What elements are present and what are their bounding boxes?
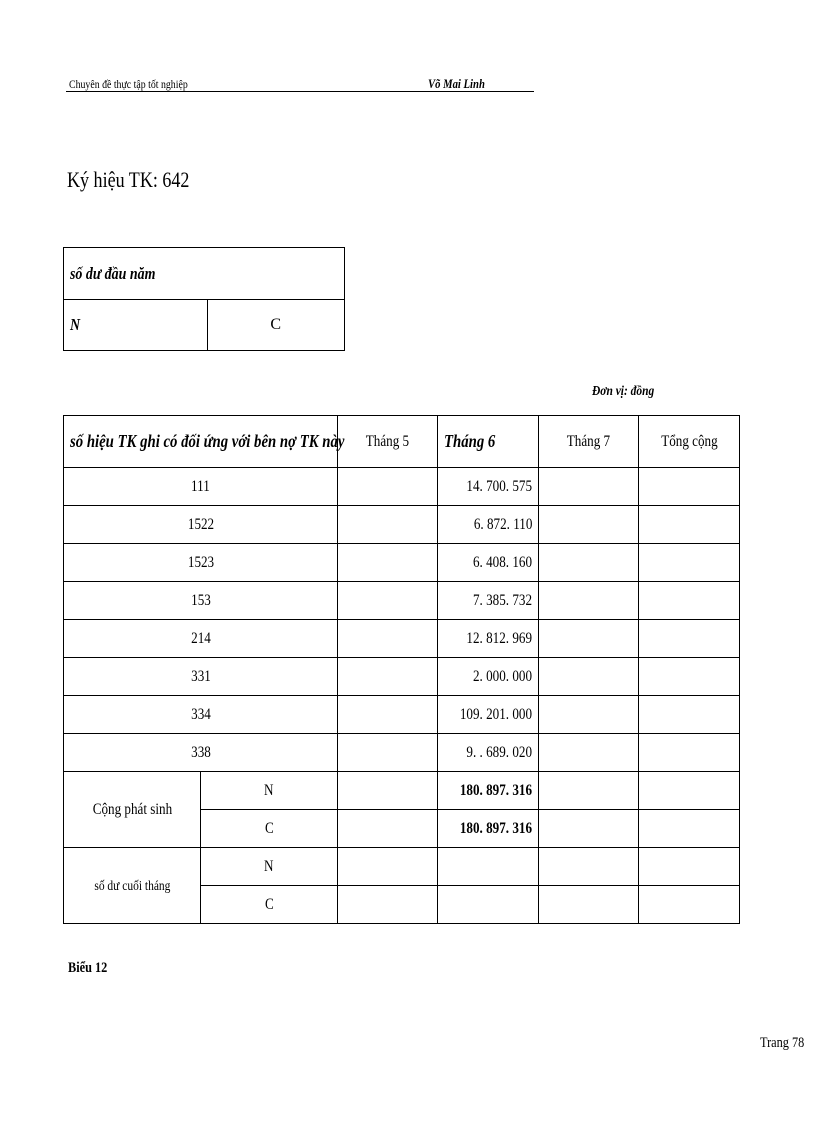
header-month-5 (338, 416, 438, 468)
table-row (64, 620, 740, 658)
cong-phat-sinh-label-cell (64, 772, 201, 848)
month-5-cell (338, 468, 438, 506)
month-5-cell (338, 810, 438, 848)
table-row (64, 582, 740, 620)
month-6-cell (438, 506, 539, 544)
header-account-text: số hiệu TK ghi có đối ứng với bên nợ TK này (70, 431, 345, 451)
cong-phat-sinh-label: Cộng phát sinh (92, 800, 172, 818)
account-cell (64, 544, 338, 582)
total-cell (639, 658, 740, 696)
month-6-value: 12. 812. 969 (466, 629, 533, 647)
account-code: 1523 (187, 553, 214, 571)
total-cell (639, 734, 740, 772)
account-cell (64, 658, 338, 696)
month-5-cell (338, 658, 438, 696)
month-7-cell (539, 772, 639, 810)
so-du-cuoi-n-cell (201, 848, 338, 886)
cong-phat-sinh-n-cell (201, 772, 338, 810)
month-5-cell (338, 734, 438, 772)
month-7-cell (539, 468, 639, 506)
month-7-cell (539, 582, 639, 620)
month-6-cell (438, 734, 539, 772)
account-cell (64, 696, 338, 734)
so-du-cuoi-n: N (264, 857, 274, 875)
total-cell (639, 620, 740, 658)
account-cell (64, 734, 338, 772)
month-6-value: 9. . 689. 020 (466, 743, 533, 761)
account-table (63, 415, 740, 924)
so-du-cuoi-c: C (264, 895, 274, 913)
header-left-text: Chuyên đề thực tập tốt nghiệp (69, 77, 188, 91)
account-code: 334 (190, 705, 211, 723)
cong-phat-sinh-c: C (264, 819, 274, 837)
month-6-cell (438, 848, 539, 886)
unit-text: Đơn vị: đồng (592, 384, 655, 399)
header-total (639, 416, 740, 468)
header-author: Võ Mai Linh (428, 76, 485, 91)
month-6-value: 7. 385. 732 (472, 591, 533, 609)
table-row (64, 506, 740, 544)
month-5-cell (338, 544, 438, 582)
opening-balance-c-cell (207, 300, 345, 351)
header-month-7-text: Tháng 7 (566, 432, 611, 450)
total-cell (639, 810, 740, 848)
total-cell (639, 848, 740, 886)
month-5-cell (338, 848, 438, 886)
account-code: 214 (190, 629, 211, 647)
month-7-cell (539, 810, 639, 848)
month-6-cell (438, 620, 539, 658)
header-rule (66, 91, 534, 92)
account-cell (64, 582, 338, 620)
month-6-cell (438, 544, 539, 582)
table-row (64, 658, 740, 696)
month-6-cell (438, 658, 539, 696)
opening-balance-label-cell (64, 248, 345, 300)
page-number-text: Trang 78 (760, 1035, 805, 1051)
cong-phat-sinh-n: N (264, 781, 274, 799)
page-title: Ký hiệu TK: 642 (67, 167, 190, 192)
month-6-value: 109. 201. 000 (459, 705, 533, 723)
total-cell (639, 544, 740, 582)
page-number (760, 1035, 814, 1052)
month-7-cell (539, 886, 639, 924)
month-5-cell (338, 620, 438, 658)
header-account (64, 416, 345, 468)
month-6-cell (438, 886, 539, 924)
account-cell (64, 506, 338, 544)
header-month-6-text: Tháng 6 (444, 431, 496, 451)
table-row (64, 544, 740, 582)
month-7-cell (539, 658, 639, 696)
unit-label (592, 384, 668, 400)
account-cell (64, 468, 338, 506)
cong-phat-sinh-c-value: 180. 897. 316 (459, 819, 533, 837)
month-6-cell (438, 582, 539, 620)
so-du-cuoi-label-cell (64, 848, 201, 924)
total-cell (639, 696, 740, 734)
month-6-cell (438, 468, 539, 506)
figure-caption (68, 960, 116, 977)
table-row (64, 696, 740, 734)
month-7-cell (539, 544, 639, 582)
total-cell (639, 772, 740, 810)
month-7-cell (539, 734, 639, 772)
opening-balance-n-cell (64, 300, 208, 351)
month-5-cell (338, 506, 438, 544)
month-6-cell (438, 810, 539, 848)
month-7-cell (539, 848, 639, 886)
month-5-cell (338, 696, 438, 734)
account-code: 331 (190, 667, 211, 685)
month-6-value: 14. 700. 575 (466, 477, 533, 495)
month-7-cell (539, 620, 639, 658)
month-5-cell (338, 582, 438, 620)
opening-balance-n: N (70, 315, 81, 334)
account-code: 1522 (187, 515, 214, 533)
month-6-value: 2. 000. 000 (472, 667, 533, 685)
header-total-text: Tổng cộng (660, 432, 718, 450)
so-du-cuoi-row-n (64, 848, 740, 886)
month-6-value: 6. 408. 160 (472, 553, 533, 571)
account-code: 111 (191, 477, 210, 495)
month-5-cell (338, 886, 438, 924)
cong-phat-sinh-n-value: 180. 897. 316 (459, 781, 533, 799)
month-5-cell (338, 772, 438, 810)
account-code: 153 (190, 591, 211, 609)
so-du-cuoi-c-cell (201, 886, 338, 924)
table-header-row (64, 416, 740, 468)
total-cell (639, 886, 740, 924)
so-du-cuoi-label: số dư cuối tháng (93, 878, 171, 894)
header-month-5-text: Tháng 5 (365, 432, 410, 450)
cong-phat-sinh-row-n (64, 772, 740, 810)
opening-balance-table (63, 247, 345, 351)
header-month-6 (438, 416, 539, 468)
table-row (64, 468, 740, 506)
account-code: 338 (190, 743, 211, 761)
cong-phat-sinh-c-cell (201, 810, 338, 848)
header-month-7 (539, 416, 639, 468)
total-cell (639, 582, 740, 620)
account-cell (64, 620, 338, 658)
table-row (64, 734, 740, 772)
month-7-cell (539, 506, 639, 544)
opening-balance-label: số dư đầu năm (70, 263, 156, 283)
month-6-cell (438, 772, 539, 810)
month-6-cell (438, 696, 539, 734)
month-7-cell (539, 696, 639, 734)
month-6-value: 6. 872. 110 (473, 515, 533, 533)
opening-balance-c: C (270, 316, 282, 333)
figure-caption-text: Biểu 12 (68, 960, 108, 976)
total-cell (639, 468, 740, 506)
total-cell (639, 506, 740, 544)
